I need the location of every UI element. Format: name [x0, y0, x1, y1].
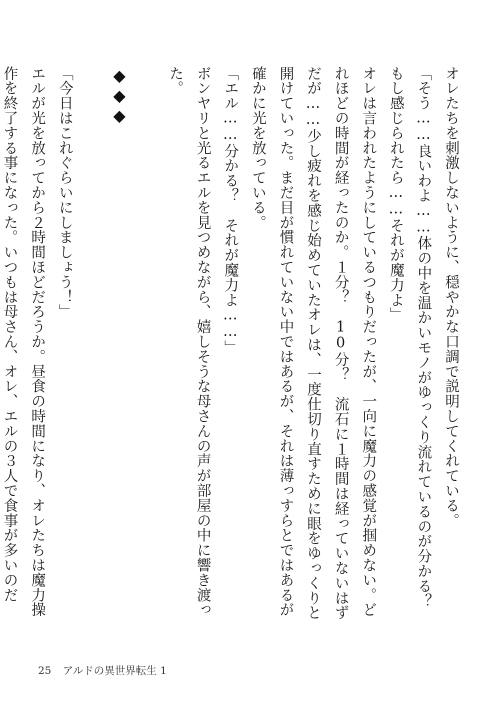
paragraph: 「エル……分かる？ それが魔力よ……」	[222, 66, 239, 356]
book-title: アルドの異世界転生 1	[62, 665, 167, 677]
paragraph: ボンヤリと光るエルを見つめながら、嬉しそうな母さんの声が部屋の中に響き渡った。	[167, 66, 211, 618]
paragraph: オレたちを刺激しないように、穏やかな口調で説明してくれている。	[443, 66, 459, 528]
blank-line	[78, 66, 106, 626]
paragraph: 「そう……良いわよ……体の中を温かいモノがゆっくり流れているのが分かる？ もし感じられたら……それが魔力よ」	[387, 66, 432, 624]
paragraph: オレは言われたようにしているつもりだったが、一向に魔力の感覚が掴めない。どれほどの時間が経ったのか。１分？ 10分？ 流石に１時間は経っていないはずだが……少し疲れを感じ始めていたオレは、一度仕切り直すために眼をゆっくりと開けていった。まだ目が慣れていない中ではあるが、それは薄っすらとではあるが確かに光を放っている。	[249, 66, 377, 621]
page-number: 25	[38, 665, 52, 677]
vertical-text-body	[1, 66, 464, 626]
paragraph: 「今日はこれぐらいにしましょう！」	[56, 66, 73, 320]
page-footer	[38, 663, 167, 678]
paragraph: エルが光を放ってから２時間ほどだろうか。昼食の時間になり、オレたちは魔力操作を終了する事になった。いつもは母さん、オレ、エルの３人で食事が多いのだ	[1, 66, 46, 618]
scene-separator: ◆◆◆	[109, 66, 129, 126]
blank-line	[133, 66, 161, 626]
